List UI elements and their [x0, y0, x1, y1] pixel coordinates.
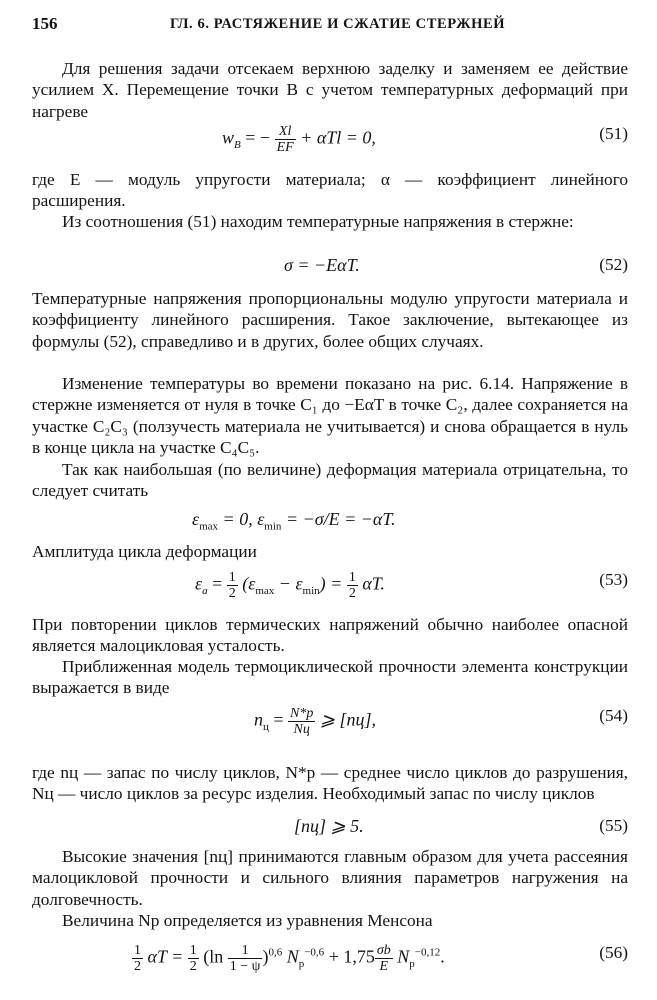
paragraph-8: При повторении циклов термических напряжений обычно наиболее опасной является малоцикловая усталость. [32, 615, 628, 656]
equation-56-number: (56) [599, 943, 628, 962]
equation-55-body: [nц] ⩾ 5. [294, 816, 364, 836]
paragraph-12: Величина Nр определяется из уравнения Менсона [62, 911, 433, 930]
equation-53 [32, 570, 628, 600]
page-number: 156 [32, 14, 58, 33]
equation-56-body: $\frac{1}{2}$ αT = $\frac{1}{2}$ (ln $\frac{1}{1 - \psi}$ )$^{0,6}$ $N_р^{-0,6} + 1,75$ $\frac{\sigma b}{E}$ $N_р^{-0,12}$. [134, 943, 445, 974]
paragraph-7: Амплитуда цикла деформации [32, 542, 257, 561]
paragraph-1: Для решения задачи отсекаем верхнюю заделку и заменяем ее действие усилием X. Перемещение точки B с учетом температурных деформаций при нагреве [32, 59, 628, 121]
paragraph-5: Изменение температуры во времени показано на рис. 6.14. Напряжение в стержне изменяется от нуля в точке C₁ до −EαT в точке C₂, далее сохраняется на участке C₂C₃ (ползучесть материала не учитывается) и снова обращается в нуль в конце цикла на участке C₄C₅. [32, 374, 628, 458]
paragraph-11: Высокие значения [nц] принимаются главным образом для учета рассеяния малоцикловой прочности и сильного влияния параметров нагружения на долговечность. [32, 847, 628, 909]
equation-52 [32, 255, 628, 285]
running-header [0, 14, 657, 38]
paragraph-4: Температурные напряжения пропорциональны модулю упругости материала и коэффициенту линейного расширения. Такое заключение, вытекающее из формулы (52), справедливо и в других, более общих случаях. [32, 289, 628, 351]
equation-55 [32, 816, 628, 846]
equation-53-body: $\varepsilon_a$ = $\frac{1}{2}$ $(\varepsilon_{max} - \varepsilon_{min})$ = $\frac{1}{2}$ αT. [195, 570, 385, 601]
equation-52-body: σ = −EαT. [284, 255, 360, 275]
paragraph-6: Так как наибольшая (по величине) деформация материала отрицательна, то следует считать [32, 460, 628, 501]
running-title: ГЛ. 6. РАСТЯЖЕНИЕ И СЖАТИЕ СТЕРЖНЕЙ [170, 16, 506, 32]
equation-strain-limits [32, 509, 628, 539]
paragraph-2: где E — модуль упругости материала; α — коэффициент линейного расширения. [32, 170, 628, 211]
equation-54 [32, 706, 628, 736]
equation-55-number: (55) [599, 816, 628, 835]
paragraph-9: Приближенная модель термоциклической прочности элемента конструкции выражается в виде [32, 657, 628, 698]
equation-56 [32, 943, 628, 973]
equation-54-body: $n_ц$ = $\frac{N*р}{Nц}$ ⩾ [nц], [254, 706, 376, 737]
equation-51-number: (51) [599, 124, 628, 143]
equation-strain-limits-body: $\varepsilon_{max} = 0$, $\varepsilon_{min} = -\sigma/E = -\alpha T$. [192, 509, 396, 533]
equation-52-number: (52) [599, 255, 628, 274]
equation-51-body: $w_B$ = − $\frac{Xl}{EF}$ + αTl = 0, [222, 124, 376, 155]
equation-53-number: (53) [599, 570, 628, 589]
paragraph-3: Из соотношения (51) находим температурные напряжения в стержне: [62, 212, 574, 231]
equation-54-number: (54) [599, 706, 628, 725]
paragraph-10: где nц — запас по числу циклов, N*р — среднее число циклов до разрушения, Nц — число циклов за ресурс изделия. Необходимый запас по числу циклов [32, 763, 628, 804]
equation-51 [32, 124, 628, 154]
